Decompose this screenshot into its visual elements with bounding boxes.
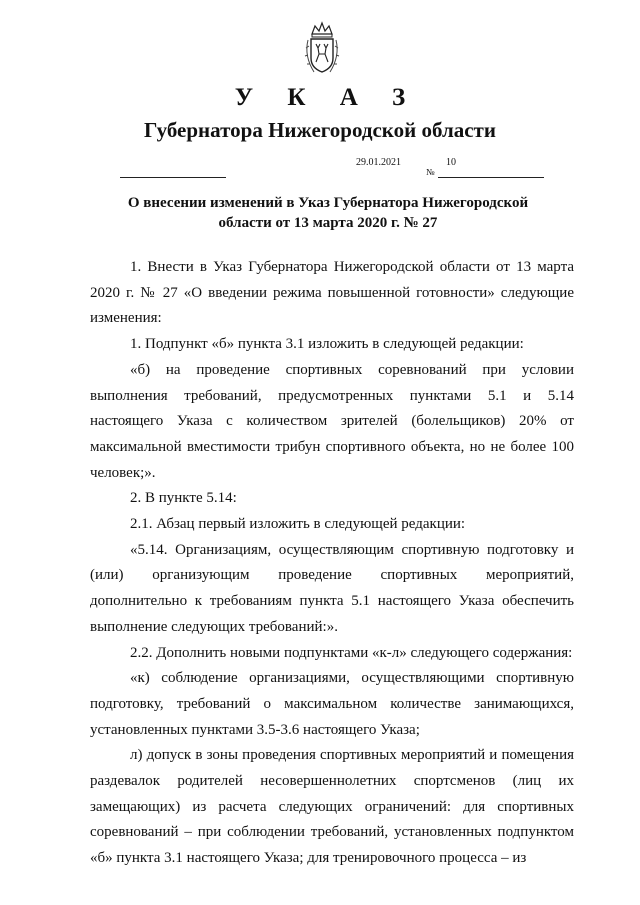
document-number: 10 [446, 157, 456, 168]
document-title: У К А З [234, 84, 420, 111]
paragraph: 1. Внести в Указ Губернатора Нижегородской области от 13 марта 2020 г. № 27 «О введении режима повышенной готовности» следующие изменения: [90, 259, 574, 327]
heading-line: области от 13 марта 2020 г. № 27 [218, 215, 438, 231]
document-heading [110, 193, 546, 233]
paragraph: 1. Подпункт «б» пункта 3.1 изложить в следующей редакции: [130, 336, 524, 353]
document-issuer: Губернатора Нижегородской области [144, 118, 496, 142]
paragraph: «б) на проведение спортивных соревнований при условии выполнения требований, предусмотренных пунктами 5.1 и 5.14 настоящего Указа с количеством зрителей (болельщиков) 20% от максимальной вместимости трибун спортивного объекта, но не более 100 человек;». [90, 361, 574, 481]
number-line [438, 177, 544, 178]
paragraph: «к) соблюдение организациями, осуществляющими спортивную подготовку, требований о максимальном количестве занимающихся, установленных пунктами 3.5-3.6 настоящего Указа; [90, 670, 574, 738]
coat-of-arms-icon [302, 20, 342, 76]
paragraph: 2. В пункте 5.14: [130, 490, 237, 507]
paragraph: 2.1. Абзац первый изложить в следующей редакции: [130, 516, 466, 533]
document-body [90, 255, 574, 872]
document-date: 29.01.2021 [356, 157, 401, 168]
number-sign: № [426, 167, 435, 177]
heading-line: О внесении изменений в Указ Губернатора Нижегородской [127, 195, 529, 211]
date-line [120, 177, 226, 178]
paragraph: «5.14. Организациям, осуществляющим спортивную подготовку и (или) организующим проведение спортивных мероприятий, дополнительно к требованиям пункта 5.1 настоящего Указа обеспечить выполнение следующих требований:». [90, 541, 574, 635]
paragraph: 2.2. Дополнить новыми подпунктами «к-л» следующего содержания: [130, 644, 573, 661]
paragraph: л) допуск в зоны проведения спортивных мероприятий и помещения раздевалок родителей несовершеннолетних спортсменов (лиц их замещающих) из расчета следующих ограничений: для спортивных соревнований – при соблюдении требований, установленных подпунктом «б» пункта 3.1 настоящего Указа; для тренировочного процесса – из [90, 747, 574, 867]
